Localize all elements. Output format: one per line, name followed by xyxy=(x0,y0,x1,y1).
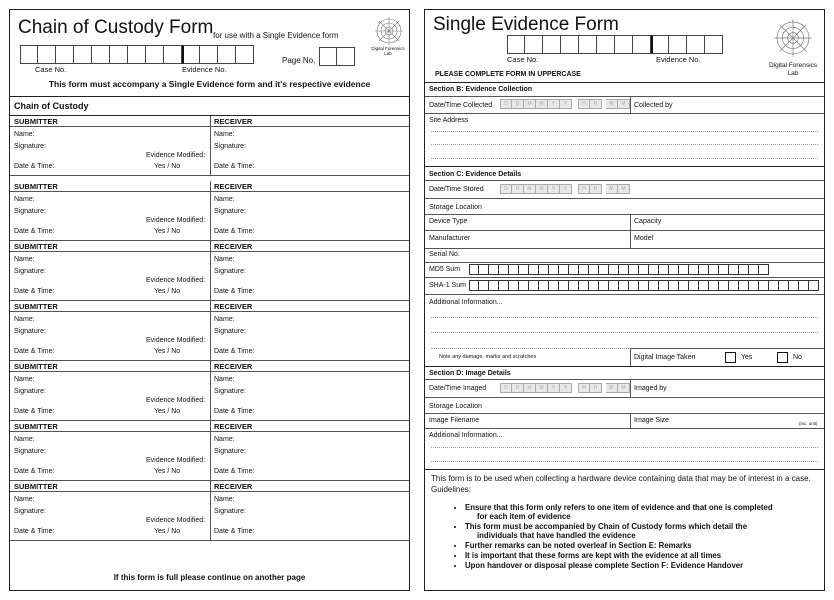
submitter-datetime-field[interactable]: Date & Time: xyxy=(14,163,55,170)
coc-subtitle: for use with a Single Evidence form xyxy=(213,31,339,40)
submitter-datetime-field[interactable]: Date & Time: xyxy=(14,288,55,295)
imaged-by-label[interactable]: Imaged by xyxy=(634,385,667,392)
serial-number-label[interactable]: Serial No. xyxy=(429,251,460,258)
datetime-imaged-time-boxes[interactable] xyxy=(578,383,630,393)
hash-digit-box[interactable] xyxy=(469,264,479,275)
submitter-heading: SUBMITTER xyxy=(14,422,58,431)
image-storage-location-label[interactable]: Storage Location xyxy=(429,403,482,410)
receiver-heading: RECEIVER xyxy=(214,482,253,491)
receiver-datetime-field[interactable]: Date & Time: xyxy=(214,408,255,415)
date-digit-box[interactable]: M xyxy=(536,383,548,393)
hash-digit-box[interactable] xyxy=(669,280,679,291)
submitter-datetime-field[interactable]: Date & Time: xyxy=(14,228,55,235)
datetime-stored-label: Date/Time Stored xyxy=(429,186,484,193)
submitter-name-field[interactable]: Name: xyxy=(14,196,35,203)
time-digit-box[interactable]: M xyxy=(606,383,618,393)
receiver-datetime-field[interactable]: Date & Time: xyxy=(214,528,255,535)
custody-transfer-block xyxy=(10,241,409,301)
guideline-item xyxy=(465,522,816,540)
hash-digit-box[interactable] xyxy=(659,264,669,275)
image-taken-no-label: No xyxy=(793,354,802,361)
submitter-name-field[interactable]: Name: xyxy=(14,496,35,503)
hash-digit-box[interactable] xyxy=(499,264,509,275)
case-number-label: Case No. xyxy=(35,65,67,74)
image-taken-yes-checkbox[interactable] xyxy=(725,352,736,363)
receiver-heading: RECEIVER xyxy=(214,242,253,251)
date-digit-box[interactable]: D xyxy=(500,99,512,109)
hash-digit-box[interactable] xyxy=(649,264,659,275)
hash-digit-box[interactable] xyxy=(679,264,689,275)
hash-digit-box[interactable] xyxy=(759,280,769,291)
hash-digit-box[interactable] xyxy=(559,280,569,291)
evidence-modified-yes-no[interactable]: Yes / No xyxy=(154,468,181,475)
evidence-number-label: Evidence No. xyxy=(182,65,227,74)
guideline-text-continued: for each item of evidence xyxy=(477,512,571,521)
hash-digit-box[interactable] xyxy=(719,280,729,291)
datetime-imaged-label: Date/Time Imaged xyxy=(429,385,487,392)
guideline-item xyxy=(465,541,816,550)
hash-digit-box[interactable] xyxy=(579,264,589,275)
receiver-datetime-field[interactable]: Date & Time: xyxy=(214,348,255,355)
time-digit-box[interactable]: M xyxy=(618,383,630,393)
hash-digit-box[interactable] xyxy=(649,280,659,291)
md5-sum-boxes[interactable] xyxy=(469,264,769,275)
section-c-additional-info-label[interactable]: Additional Information... xyxy=(429,299,503,306)
hash-digit-box[interactable] xyxy=(799,280,809,291)
time-digit-box[interactable]: M xyxy=(618,99,630,109)
receiver-signature-field[interactable]: Signature: xyxy=(214,208,246,215)
time-digit-box[interactable]: H xyxy=(578,383,590,393)
evidence-modified-label: Evidence Modified: xyxy=(146,152,206,159)
coc-must-accompany-note: This form must accompany a Single Evidence form and it's respective evidence xyxy=(48,79,371,89)
image-taken-yes-label: Yes xyxy=(741,354,753,361)
submitter-name-field[interactable]: Name: xyxy=(14,376,35,383)
receiver-signature-field[interactable]: Signature: xyxy=(214,268,246,275)
hash-digit-box[interactable] xyxy=(639,280,649,291)
time-digit-box[interactable]: M xyxy=(606,184,618,194)
sef-title: Single Evidence Form xyxy=(433,14,619,35)
hash-digit-box[interactable] xyxy=(599,264,609,275)
submitter-name-field[interactable]: Name: xyxy=(14,256,35,263)
guideline-text: Upon handover or disposal please complete Section F: Evidence Handover xyxy=(465,561,744,570)
guideline-text: This form must be accompanied by Chain of Custody forms which detail the xyxy=(465,522,748,531)
submitter-signature-field[interactable]: Signature: xyxy=(14,328,46,335)
submitter-heading: SUBMITTER xyxy=(14,242,58,251)
hash-digit-box[interactable] xyxy=(589,280,599,291)
hash-digit-box[interactable] xyxy=(689,280,699,291)
submitter-heading: SUBMITTER xyxy=(14,362,58,371)
evidence-modified-yes-no[interactable]: Yes / No xyxy=(154,348,181,355)
hash-digit-box[interactable] xyxy=(609,264,619,275)
site-address-label[interactable]: Site Address xyxy=(429,117,469,124)
receiver-name-field[interactable]: Name: xyxy=(214,316,235,323)
image-size-label[interactable]: Image Size xyxy=(634,417,670,424)
page-number-label: Page No. xyxy=(282,56,316,65)
image-taken-no-checkbox[interactable] xyxy=(777,352,788,363)
receiver-name-field[interactable]: Name: xyxy=(214,376,235,383)
evidence-modified-label: Evidence Modified: xyxy=(146,337,206,344)
submitter-signature-field[interactable]: Signature: xyxy=(14,508,46,515)
submitter-datetime-field[interactable]: Date & Time: xyxy=(14,348,55,355)
datetime-collected-time-boxes[interactable] xyxy=(578,99,630,109)
receiver-signature-field[interactable]: Signature: xyxy=(214,328,246,335)
hash-digit-box[interactable] xyxy=(629,264,639,275)
hash-digit-box[interactable] xyxy=(719,264,729,275)
receiver-heading: RECEIVER xyxy=(214,422,253,431)
hash-digit-box[interactable] xyxy=(549,264,559,275)
guidelines-intro: This form is to be used when collecting a hardware device containing data that may be of interest in a case. Guidelines: xyxy=(431,474,811,494)
evidence-modified-label: Evidence Modified: xyxy=(146,277,206,284)
datetime-collected-label: Date/Time Collected xyxy=(429,102,493,109)
evidence-modified-label: Evidence Modified: xyxy=(146,457,206,464)
date-digit-box[interactable]: Y xyxy=(560,383,572,393)
receiver-heading: RECEIVER xyxy=(214,117,253,126)
model-label[interactable]: Model xyxy=(634,235,654,242)
date-digit-box[interactable]: D xyxy=(500,184,512,194)
image-filename-label[interactable]: Image Filename xyxy=(429,417,480,424)
date-digit-box[interactable]: M xyxy=(524,99,536,109)
hash-digit-box[interactable] xyxy=(489,280,499,291)
submitter-datetime-field[interactable]: Date & Time: xyxy=(14,408,55,415)
lab-name: Digital Forensics Lab xyxy=(371,46,405,56)
evidence-modified-yes-no[interactable]: Yes / No xyxy=(154,228,181,235)
submitter-heading: SUBMITTER xyxy=(14,302,58,311)
submitter-signature-field[interactable]: Signature: xyxy=(14,143,46,150)
submitter-heading: SUBMITTER xyxy=(14,117,58,126)
evidence-modified-yes-no[interactable]: Yes / No xyxy=(154,408,181,415)
hash-digit-box[interactable] xyxy=(509,264,519,275)
device-type-label[interactable]: Device Type xyxy=(429,218,468,225)
hash-digit-box[interactable] xyxy=(709,264,719,275)
submitter-datetime-field[interactable]: Date & Time: xyxy=(14,528,55,535)
hash-digit-box[interactable] xyxy=(729,264,739,275)
time-digit-box[interactable]: H xyxy=(590,383,602,393)
custody-transfer-block xyxy=(10,116,409,176)
custody-transfer-block xyxy=(10,181,409,241)
receiver-signature-field[interactable]: Signature: xyxy=(214,143,246,150)
hash-digit-box[interactable] xyxy=(779,280,789,291)
receiver-datetime-field[interactable]: Date & Time: xyxy=(214,288,255,295)
hash-digit-box[interactable] xyxy=(679,280,689,291)
hash-digit-box[interactable] xyxy=(809,280,819,291)
collected-by-label[interactable]: Collected by xyxy=(634,102,673,109)
hash-digit-box[interactable] xyxy=(759,264,769,275)
receiver-signature-field[interactable]: Signature: xyxy=(214,388,246,395)
coc-footer-note: If this form is full please continue on another page xyxy=(113,573,306,582)
guideline-item xyxy=(465,561,816,570)
hash-digit-box[interactable] xyxy=(519,280,529,291)
hash-digit-box[interactable] xyxy=(739,280,749,291)
section-c-title: Section C: Evidence Details xyxy=(429,171,522,178)
evidence-modified-yes-no[interactable]: Yes / No xyxy=(154,528,181,535)
date-digit-box[interactable]: D xyxy=(500,383,512,393)
date-digit-box[interactable]: D xyxy=(512,383,524,393)
submitter-signature-field[interactable]: Signature: xyxy=(14,268,46,275)
receiver-datetime-field[interactable]: Date & Time: xyxy=(214,163,255,170)
datetime-collected-date-boxes[interactable] xyxy=(500,99,572,109)
hash-digit-box[interactable] xyxy=(629,280,639,291)
date-digit-box[interactable]: D xyxy=(512,184,524,194)
sha1-label: SHA-1 Sum xyxy=(429,282,466,289)
time-digit-box[interactable]: H xyxy=(578,99,590,109)
guideline-text: Ensure that this form only refers to one item of evidence and that one is completed xyxy=(465,503,773,512)
date-digit-box[interactable]: Y xyxy=(548,383,560,393)
section-d-title: Section D: Image Details xyxy=(429,370,511,377)
receiver-signature-field[interactable]: Signature: xyxy=(214,448,246,455)
evidence-modified-yes-no[interactable]: Yes / No xyxy=(154,163,181,170)
date-digit-box[interactable]: D xyxy=(512,99,524,109)
receiver-heading: RECEIVER xyxy=(214,182,253,191)
datetime-stored-date-boxes[interactable] xyxy=(500,184,572,194)
submitter-name-field[interactable]: Name: xyxy=(14,436,35,443)
digital-image-taken-label: Digital Image Taken xyxy=(634,354,696,361)
hash-digit-box[interactable] xyxy=(529,264,539,275)
section-d-additional-info-label[interactable]: Additional Information... xyxy=(429,432,503,439)
capacity-label[interactable]: Capacity xyxy=(634,218,662,225)
time-digit-box[interactable]: M xyxy=(606,99,618,109)
hash-digit-box[interactable] xyxy=(489,264,499,275)
guidelines xyxy=(431,473,816,570)
hash-digit-box[interactable] xyxy=(569,280,579,291)
hash-digit-box[interactable] xyxy=(749,280,759,291)
sef-case-evidence-boxes[interactable] xyxy=(507,35,723,54)
uppercase-note: PLEASE COMPLETE FORM IN UPPERCASE xyxy=(435,71,581,78)
hash-digit-box[interactable] xyxy=(599,280,609,291)
guideline-text-continued: individuals that have handled the evidence xyxy=(477,531,636,540)
chain-of-custody-heading: Chain of Custody xyxy=(14,101,89,111)
custody-transfer-block xyxy=(10,301,409,361)
custody-transfer-block xyxy=(10,481,409,541)
hash-digit-box[interactable] xyxy=(749,264,759,275)
hash-digit-box[interactable] xyxy=(619,280,629,291)
hash-digit-box[interactable] xyxy=(729,280,739,291)
hash-digit-box[interactable] xyxy=(509,280,519,291)
date-digit-box[interactable]: Y xyxy=(560,99,572,109)
evidence-modified-label: Evidence Modified: xyxy=(146,397,206,404)
submitter-name-field[interactable]: Name: xyxy=(14,316,35,323)
date-digit-box[interactable]: M xyxy=(536,184,548,194)
date-digit-box[interactable]: M xyxy=(524,184,536,194)
guideline-item xyxy=(465,551,816,560)
date-digit-box[interactable]: M xyxy=(524,383,536,393)
time-digit-box[interactable]: M xyxy=(618,184,630,194)
date-digit-box[interactable]: Y xyxy=(560,184,572,194)
hash-digit-box[interactable] xyxy=(669,264,679,275)
evidence-modified-label: Evidence Modified: xyxy=(146,517,206,524)
hash-digit-box[interactable] xyxy=(469,280,479,291)
hash-digit-box[interactable] xyxy=(529,280,539,291)
receiver-name-field[interactable]: Name: xyxy=(214,436,235,443)
submitter-heading: SUBMITTER xyxy=(14,482,58,491)
date-digit-box[interactable]: Y xyxy=(548,184,560,194)
hash-digit-box[interactable] xyxy=(689,264,699,275)
spider-web-logo-icon xyxy=(374,16,404,46)
hash-digit-box[interactable] xyxy=(539,280,549,291)
hash-digit-box[interactable] xyxy=(709,280,719,291)
spider-web-logo-icon xyxy=(773,18,813,58)
receiver-name-field[interactable]: Name: xyxy=(214,256,235,263)
single-evidence-form xyxy=(424,9,825,591)
hash-digit-box[interactable] xyxy=(559,264,569,275)
damage-note: Note any damage, marks and scratches xyxy=(439,354,537,360)
hash-digit-box[interactable] xyxy=(639,264,649,275)
hash-digit-box[interactable] xyxy=(579,280,589,291)
chain-of-custody-form xyxy=(9,9,410,591)
receiver-datetime-field[interactable]: Date & Time: xyxy=(214,468,255,475)
submitter-datetime-field[interactable]: Date & Time: xyxy=(14,468,55,475)
guideline-text: Further remarks can be noted overleaf in Section E: Remarks xyxy=(465,541,692,550)
submitter-signature-field[interactable]: Signature: xyxy=(14,388,46,395)
time-digit-box[interactable]: H xyxy=(578,184,590,194)
hash-digit-box[interactable] xyxy=(619,264,629,275)
custody-transfer-block xyxy=(10,421,409,481)
receiver-signature-field[interactable]: Signature: xyxy=(214,508,246,515)
custody-transfer-block xyxy=(10,361,409,421)
date-digit-box[interactable]: M xyxy=(536,99,548,109)
time-digit-box[interactable]: H xyxy=(590,99,602,109)
page-number-boxes[interactable] xyxy=(319,47,355,66)
submitter-signature-field[interactable]: Signature: xyxy=(14,208,46,215)
hash-digit-box[interactable] xyxy=(519,264,529,275)
hash-digit-box[interactable] xyxy=(769,280,779,291)
sef-case-label: Case No. xyxy=(507,55,539,64)
hash-digit-box[interactable] xyxy=(589,264,599,275)
hash-digit-box[interactable] xyxy=(739,264,749,275)
md5-label: MD5 Sum xyxy=(429,266,461,273)
inc-unit-note: (inc. unit) xyxy=(799,421,818,426)
case-evidence-number-boxes[interactable] xyxy=(20,45,254,64)
hash-digit-box[interactable] xyxy=(539,264,549,275)
sef-lab-name: Digital Forensics Lab xyxy=(768,62,818,77)
submitter-name-field[interactable]: Name: xyxy=(14,131,35,138)
datetime-stored-time-boxes[interactable] xyxy=(578,184,630,194)
receiver-name-field[interactable]: Name: xyxy=(214,196,235,203)
receiver-name-field[interactable]: Name: xyxy=(214,496,235,503)
receiver-heading: RECEIVER xyxy=(214,302,253,311)
date-digit-box[interactable]: Y xyxy=(548,99,560,109)
time-digit-box[interactable]: H xyxy=(590,184,602,194)
receiver-datetime-field[interactable]: Date & Time: xyxy=(214,228,255,235)
hash-digit-box[interactable] xyxy=(499,280,509,291)
evidence-modified-yes-no[interactable]: Yes / No xyxy=(154,288,181,295)
submitter-heading: SUBMITTER xyxy=(14,182,58,191)
evidence-modified-label: Evidence Modified: xyxy=(146,217,206,224)
coc-title: Chain of Custody Form xyxy=(18,17,214,38)
manufacturer-label[interactable]: Manufacturer xyxy=(429,235,471,242)
guideline-item xyxy=(465,503,816,521)
section-b-title: Section B: Evidence Collection xyxy=(429,86,533,93)
datetime-imaged-date-boxes[interactable] xyxy=(500,383,572,393)
hash-digit-box[interactable] xyxy=(699,264,709,275)
submitter-signature-field[interactable]: Signature: xyxy=(14,448,46,455)
sha1-sum-boxes[interactable] xyxy=(469,280,819,291)
hash-digit-box[interactable] xyxy=(659,280,669,291)
sef-evidence-label: Evidence No. xyxy=(656,55,701,64)
hash-digit-box[interactable] xyxy=(479,264,489,275)
hash-digit-box[interactable] xyxy=(549,280,559,291)
receiver-name-field[interactable]: Name: xyxy=(214,131,235,138)
hash-digit-box[interactable] xyxy=(789,280,799,291)
hash-digit-box[interactable] xyxy=(609,280,619,291)
hash-digit-box[interactable] xyxy=(569,264,579,275)
hash-digit-box[interactable] xyxy=(699,280,709,291)
hash-digit-box[interactable] xyxy=(479,280,489,291)
guideline-text: It is important that these forms are kept with the evidence at all times xyxy=(465,551,722,560)
storage-location-label[interactable]: Storage Location xyxy=(429,204,482,211)
receiver-heading: RECEIVER xyxy=(214,362,253,371)
